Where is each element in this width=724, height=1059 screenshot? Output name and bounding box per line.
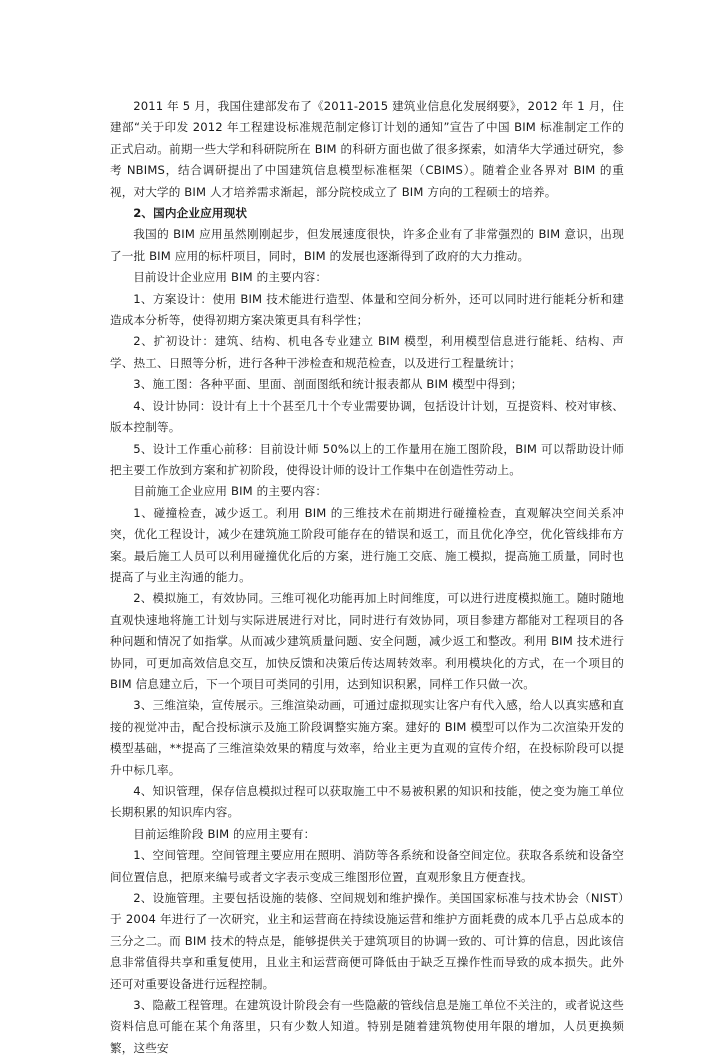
list-item-construction-2: 2、模拟施工，有效协同。三维可视化功能再加上时间维度，可以进行进度模拟施工。随时随地直观快速地将施工计划与实际进展进行对比，同时进行有效协同，项目参建方都能对工程项目的各种问题和情况了如指掌。从而减少建筑质量问题、安全问题，减少返工和整改。利用 BIM 技术进行协同，可更加高效信息交互，加快反馈和决策后传达周转效率。利用模块化的方式，在一个项目的 BIM 信息建立后，下一个项目可类同的引用，达到知识积累，同样工作只做一次。	[110, 591, 624, 691]
list-item-construction-1: 1、碰撞检查，减少返工。利用 BIM 的三维技术在前期进行碰撞检查，直观解决空间关系冲突，优化工程设计，减少在建筑施工阶段可能存在的错误和返工，而且优化净空，优化管线排布方案。最后施工人员可以利用碰撞优化后的方案，进行施工交底、施工模拟，提高施工质量，同时也提高了与业主沟通的能力。	[110, 505, 624, 584]
paragraph-design-intro: 目前设计企业应用 BIM 的主要内容：	[133, 270, 328, 285]
list-item-design-1: 1、方案设计：使用 BIM 技术能进行造型、体量和空间分析外，还可以同时进行能耗分析和建造成本分析等，使得初期方案决策更具有科学性；	[110, 291, 624, 328]
paragraph-overview: 我国的 BIM 应用虽然刚刚起步，但发展速度很快，许多企业有了非常强烈的 BIM 意识，出现了一批 BIM 应用的标杆项目，同时，BIM 的发展也逐渐得到了政府的大力推动。	[110, 227, 624, 263]
list-item-design-3: 3、施工图：各种平面、里面、剖面图纸和统计报表都从 BIM 模型中得到；	[133, 377, 523, 392]
paragraph-operation-intro: 目前运维阶段 BIM 的应用主要有：	[133, 826, 316, 841]
list-item-design-5: 5、设计工作重心前移：目前设计师 50%以上的工作量用在施工图阶段，BIM 可以帮助设计师把主要工作放到方案和扩初阶段，使得设计师的设计工作集中在创造性劳动上。	[110, 441, 624, 477]
list-item-operation-2: 2、设施管理。主要包括设施的装修、空间规划和维护操作。美国国家标准与技术协会（NIST）于 2004 年进行了一次研究，业主和运营商在持续设施运营和维护方面耗费的成本几乎占总成本的三分之二。而 BIM 技术的特点是，能够提供关于建筑项目的协调一致的、可计算的信息，因此该信息非常值得共享和重复使用，且业主和运营商便可降低由于缺乏互操作性而导致的成本损失。此外还可对重要设备进行远程控制。	[110, 891, 624, 991]
list-item-construction-3: 3、三维渲染，宣传展示。三维渲染动画，可通过虚拟现实让客户有代入感，给人以真实感和直接的视觉冲击，配合投标演示及施工阶段调整实施方案。建好的 BIM 模型可以作为二次渲染开发的模型基础，**提高了三维渲染效果的精度与效率，给业主更为直观的宣传介绍，在投标阶段可以提升中标几率。	[110, 698, 624, 777]
list-item-construction-4: 4、知识管理，保存信息模拟过程可以获取施工中不易被积累的知识和技能，使之变为施工单位长期积累的知识库内容。	[110, 784, 624, 820]
list-item-design-4: 4、设计协同：设计有上十个甚至几十个专业需要协调，包括设计计划，互提资料、校对审核、版本控制等。	[110, 398, 624, 435]
paragraph-construction-intro: 目前施工企业应用 BIM 的主要内容：	[133, 484, 328, 499]
paragraph-intro: 2011 年 5 月，我国住建部发布了《2011-2015 建筑业信息化发展纲要》，2012 年 1 月，住建部“关于印发 2012 年工程建设标准规范制定修订计划的通知”宣告了中国 BIM 标准制定工作的正式启动。前期一些大学和科研院所在 BIM 的科研方面也做了很多探索，如清华大学通过研究，参考 NBIMS，结合调研提出了中国建筑信息模型标准框架（CBIMS）。随着企业各界对 BIM 的重视，对大学的 BIM 人才培养需求渐起，部分院校成立了 BIM 方向的工程硕士的培养。	[110, 99, 624, 199]
document-body	[110, 96, 624, 1059]
list-item-operation-3: 3、隐蔽工程管理。在建筑设计阶段会有一些隐蔽的管线信息是施工单位不关注的，或者说这些资料信息可能在某个角落里，只有少数人知道。特别是随着建筑物使用年限的增加，人员更换频繁，这些安	[110, 998, 624, 1055]
section-heading-domestic-enterprise: 2、国内企业应用现状	[133, 206, 248, 221]
list-item-operation-1: 1、空间管理。空间管理主要应用在照明、消防等各系统和设备空间定位。获取各系统和设备空间位置信息，把原来编号或者文字表示变成三维图形位置，直观形象且方便查找。	[110, 848, 624, 884]
list-item-design-2: 2、扩初设计：建筑、结构、机电各专业建立 BIM 模型，利用模型信息进行能耗、结构、声学、热工、日照等分析，进行各种干涉检查和规范检查，以及进行工程量统计；	[110, 334, 624, 370]
